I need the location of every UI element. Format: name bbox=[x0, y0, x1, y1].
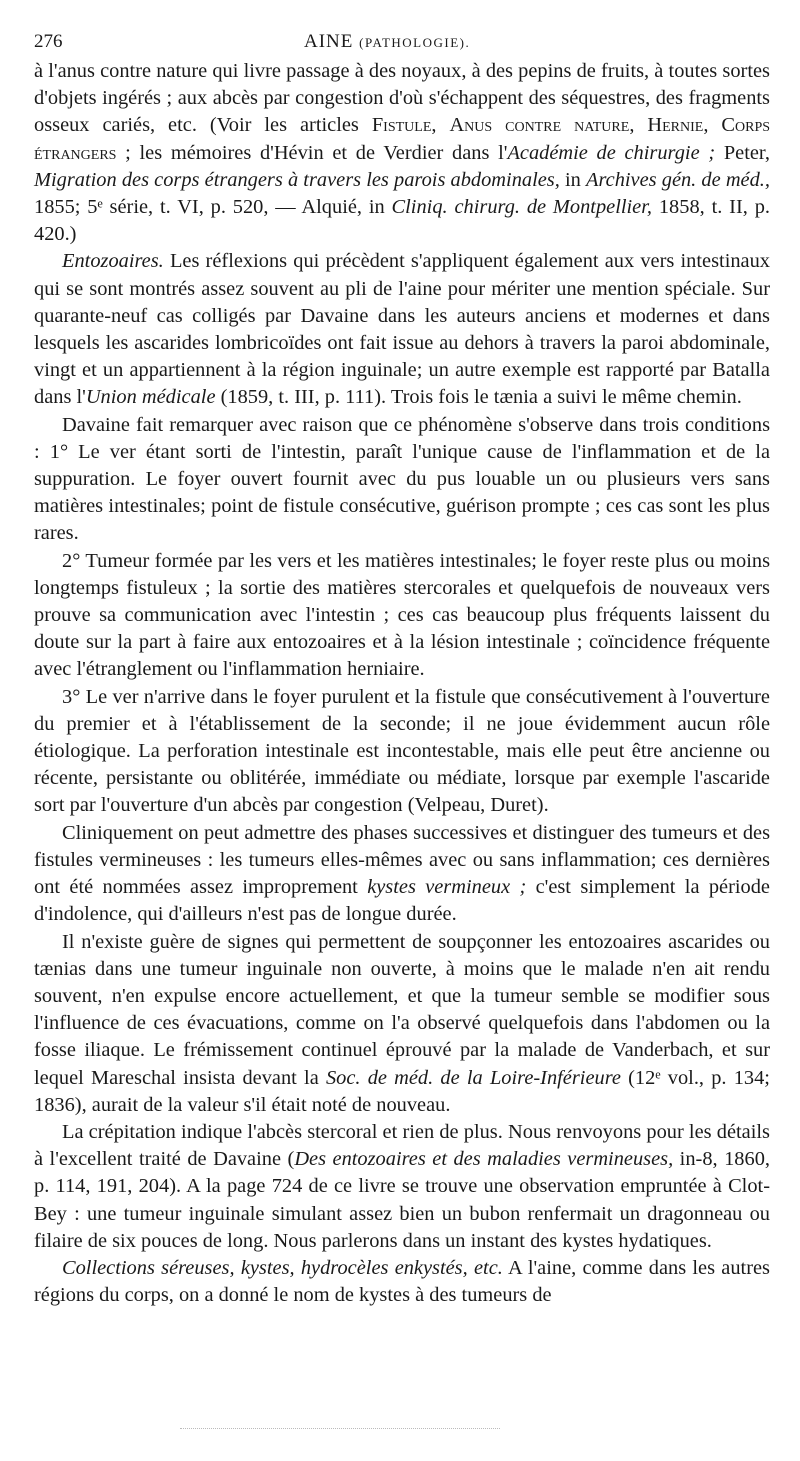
document-page bbox=[34, 28, 770, 1309]
paragraph-clinique: Cliniquement on peut admettre des phases successives et distinguer des tumeurs et des fistules vermineuses : les tumeurs elles-mêmes avec ou sans inflammation; ces dernières ont été nommées assez improprement kystes vermineux ; c'est simplement la période d'indolence, qui d'ailleurs n'est pas de longue durée. bbox=[34, 821, 770, 926]
footer-dotted-rule bbox=[180, 1428, 500, 1429]
article-ref-fistule: Fistule bbox=[371, 114, 432, 137]
article-ref-anus: Anus contre nature bbox=[449, 114, 630, 137]
paragraph-crepitation: La crépitation indique l'abcès stercoral et rien de plus. Nous renvoyons pour les détails à l'excellent traité de Davaine (Des entozoaires et des maladies vermineuses, in-8, 1860, p. 114, 191, 204). A la page 724 de ce livre se trouve une observation empruntée à Clot-Bey : une tumeur inguinale simulant assez bien un bubon renfermait un dragonneau ou filaire de six pouces de long. Nous parlerons dans un instant des kystes hydatiques. bbox=[34, 1120, 770, 1252]
running-title-main: AINE bbox=[304, 31, 354, 52]
paragraph-condition-2: 2° Tumeur formée par les vers et les matières intestinales; le foyer reste plus ou moins longtemps fistuleux ; la sortie des matières stercorales et quelquefois de nouveaux vers prouve sa communication avec l'intestin ; ces cas beaucoup plus fréquents laissent du doute sur la part à faire aux entozoaires et à la lésion intestinale ; coïncidence fréquente avec l'étranglement ou l'inflammation herniaire. bbox=[34, 549, 770, 681]
paragraph-entozoaires: Entozoaires. Les réflexions qui précèdent s'appliquent également aux vers intestinaux qui se sont montrés assez souvent au pli de l'aine pour mériter une mention spéciale. Sur quarante-neuf cas colligés par Davaine dans les auteurs anciens et modernes et dans lesquels les ascarides lombricoïdes ont fait issue au dehors à travers la paroi abdominale, vingt et un appartiennent à la région inguinale; un autre exemple est rapporté par Batalla dans l'Union médicale (1859, t. III, p. 111). Trois fois le tænia a suivi le même chemin. bbox=[34, 250, 770, 409]
paragraph-continuation: à l'anus contre nature qui livre passage à des noyaux, à des pepins de fruits, à toutes sortes d'objets ingérés ; aux abcès par congestion d'où s'échappent des séquestres, des fragments osseux cariés, etc. (Voir les articles Fistule, Anus contre nature, Hernie, Corps étrangers ; les mémoires d'Hévin et de Verdier dans l'Académie de chirurgie ; Peter, Migration des corps étrangers à travers les parois abdominales, in Archives gén. de méd., 1855; 5ᵉ série, t. VI, p. 520, — Alquié, in Cliniq. chirurg. de Montpellier, 1858, t. II, p. 420.) bbox=[34, 60, 771, 246]
running-title-sub: (PATHOLOGIE). bbox=[359, 35, 471, 50]
article-ref-hernie: Hernie bbox=[647, 114, 704, 137]
page-header bbox=[34, 28, 770, 56]
paragraph-collections: Collections séreuses, kystes, hydrocèles enkystés, etc. A l'aine, comme dans les autres régions du corps, on a donné le nom de kystes à des tumeurs de bbox=[34, 1256, 770, 1307]
section-heading-collections: Collections séreuses, kystes, hydrocèles enkystés, etc. bbox=[62, 1256, 503, 1279]
article-ref-corps: Corps étrangers bbox=[34, 114, 771, 164]
paragraph-condition-3: 3° Le ver n'arrive dans le foyer purulent et la fistule que consécutivement à l'ouverture du premier et à l'établissement de la seconde; il ne joue évidemment aucun rôle étiologique. La perforation intestinale est incontestable, mais elle peut être ancienne ou récente, persistante ou oblitérée, immédiate ou médiate, lorsque par exemple l'ascaride sort par l'ouverture d'un abcès par congestion (Velpeau, Duret). bbox=[34, 685, 770, 817]
running-title bbox=[304, 28, 470, 56]
section-heading-entozoaires: Entozoaires. bbox=[62, 250, 164, 273]
paragraph-davaine-conditions: Davaine fait remarquer avec raison que ce phénomène s'observe dans trois conditions : 1° Le ver étant sorti de l'intestin, paraît l'unique cause de l'inflammation et de la suppuration. Le foyer ouvert fournit avec du pus louable un ou plusieurs vers sans matières intestinales; point de fistule consécutive, guérison prompte ; ces cas sont les plus rares. bbox=[34, 413, 770, 545]
page-number: 276 bbox=[34, 31, 63, 52]
paragraph-signes: Il n'existe guère de signes qui permettent de soupçonner les entozoaires ascarides ou tænias dans une tumeur inguinale non ouverte, à moins que le malade n'en ait rendu souvent, n'en expulse encore actuellement, et que la tumeur semble se modifier sous l'influence de ces évacuations, comme on l'a observé quelquefois dans l'abdomen ou la fosse iliaque. Le frémissement continuel éprouvé par la malade de Vanderbach, et sur lequel Mareschal insista devant la Soc. de méd. de la Loire-Inférieure (12ᵉ vol., p. 134; 1836), aurait de la valeur s'il était noté de nouveau. bbox=[34, 930, 770, 1116]
